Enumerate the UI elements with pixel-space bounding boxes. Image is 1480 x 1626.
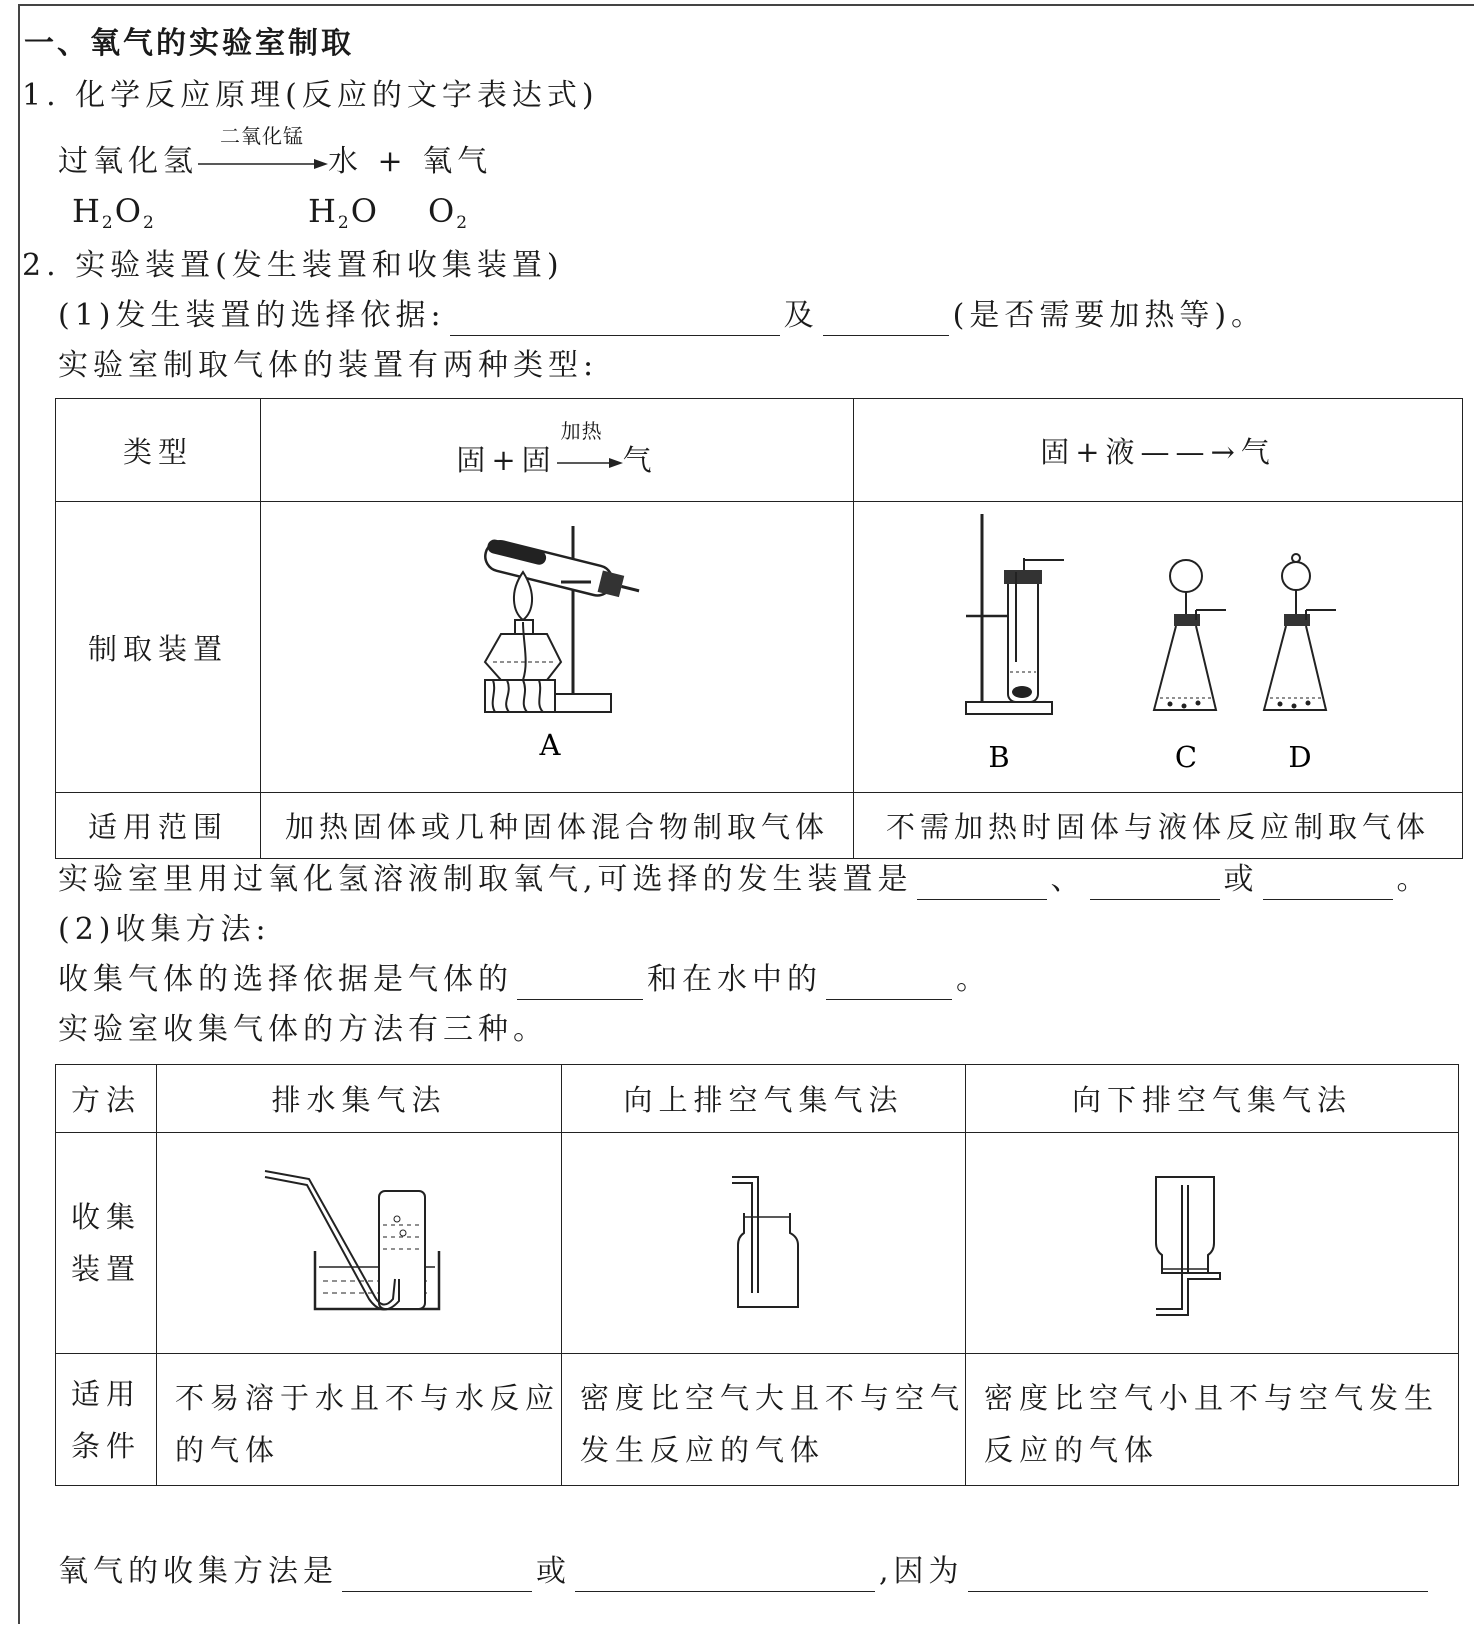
formula-h2o2: $H_2O_2$ — [72, 192, 156, 233]
type-solid-liquid: 固+液——→气 — [854, 399, 1463, 502]
method-water: 排水集气法 — [157, 1065, 562, 1133]
upward-apparatus-cell — [562, 1133, 966, 1354]
oxygen-blank-3[interactable] — [968, 1561, 1428, 1592]
water-apparatus-cell — [157, 1133, 562, 1354]
label-a: A — [539, 728, 561, 762]
type-solid-solid: 固+固 加热 气 — [261, 399, 854, 502]
row-device-label: 制取装置 — [56, 502, 261, 793]
h2o2-question: 实验室里用过氧化氢溶液制取氧气,可选择的发生装置是 、 或 。 — [58, 860, 1432, 900]
collection-table — [55, 1064, 1459, 1486]
scope-b: 不需加热时固体与液体反应制取气体 — [854, 793, 1463, 859]
basis-line: (1)发生装置的选择依据: 及 (是否需要加热等)。 — [58, 296, 1266, 336]
reaction-arrow — [198, 124, 328, 176]
label-d: D — [1288, 740, 1312, 774]
products-name: 水 + 氧气 — [328, 144, 493, 179]
row-method-label: 方法 — [56, 1065, 157, 1133]
cond-downward: 密度比空气小且不与空气发生反应的气体 — [966, 1354, 1459, 1486]
generation-table — [55, 398, 1463, 859]
formula-h2o: $H_2O$ — [308, 192, 379, 233]
oxygen-blank-2[interactable] — [575, 1561, 875, 1592]
row-type-label: 类型 — [56, 399, 261, 502]
label-c: C — [1174, 740, 1198, 774]
catalyst-label: 二氧化锰 — [220, 124, 304, 148]
cond-water: 不易溶于水且不与水反应的气体 — [157, 1354, 562, 1486]
downward-apparatus-cell — [966, 1133, 1459, 1354]
h2o2-blank-3[interactable] — [1263, 869, 1393, 900]
oxygen-collect-line: 氧气的收集方法是 或 ,因为 — [58, 1552, 1432, 1592]
types-intro: 实验室制取气体的装置有两种类型: — [58, 348, 599, 383]
method-downward: 向下排空气集气法 — [966, 1065, 1459, 1133]
collect-heading: (2)收集方法: — [58, 912, 271, 947]
apparatus-bcd-cell — [854, 502, 1463, 793]
collect-blank-1[interactable] — [517, 969, 643, 1000]
downward-air-icon — [966, 1133, 1459, 1353]
row-device-label: 收集 装置 — [56, 1133, 157, 1354]
row-cond-label: 适用 条件 — [56, 1354, 157, 1486]
method-upward: 向上排空气集气法 — [562, 1065, 966, 1133]
water-displacement-icon — [157, 1133, 562, 1353]
h2o2-blank-1[interactable] — [917, 869, 1047, 900]
item2-heading: 2. 实验装置(发生装置和收集装置) — [22, 248, 564, 283]
collect-intro: 实验室收集气体的方法有三种。 — [58, 1012, 548, 1047]
section-title: 一、氧气的实验室制取 — [24, 26, 354, 61]
reactant-name: 过氧化氢 — [58, 144, 198, 179]
oxygen-blank-1[interactable] — [342, 1561, 532, 1592]
row-scope-label: 适用范围 — [56, 793, 261, 859]
collect-blank-2[interactable] — [826, 969, 952, 1000]
collect-basis: 收集气体的选择依据是气体的 和在水中的 。 — [58, 960, 991, 1000]
cond-upward: 密度比空气大且不与空气发生反应的气体 — [562, 1354, 966, 1486]
heating-apparatus-icon — [261, 502, 854, 792]
formula-o2: $O_2$ — [428, 192, 470, 233]
arrow-icon — [557, 449, 623, 475]
basis-blank-2[interactable] — [823, 305, 949, 336]
item1-heading: 1. 化学反应原理(反应的文字表达式) — [22, 78, 599, 113]
label-b: B — [988, 740, 1010, 774]
h2o2-blank-2[interactable] — [1090, 869, 1220, 900]
solid-liquid-apparatus-icon — [854, 502, 1463, 792]
basis-blank-1[interactable] — [450, 305, 780, 336]
scope-a: 加热固体或几种固体混合物制取气体 — [261, 793, 854, 859]
upward-air-icon — [562, 1133, 966, 1353]
word-equation — [58, 124, 493, 182]
apparatus-a-cell — [261, 502, 854, 793]
